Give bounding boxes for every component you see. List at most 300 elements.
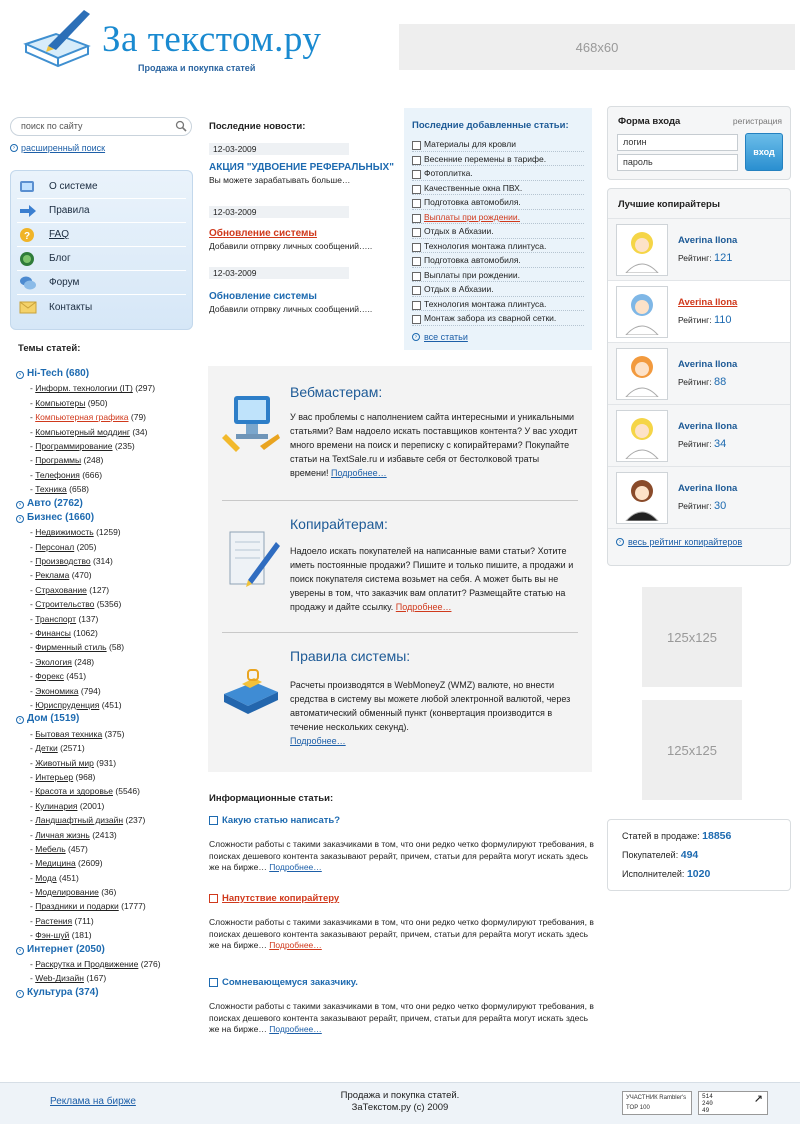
all-articles-link[interactable]: все статьи xyxy=(424,331,468,342)
news-headline[interactable]: АКЦИЯ "УДВОЕНИЕ РЕФЕРАЛЬНЫХ" xyxy=(209,162,394,173)
topic-label[interactable]: Кулинария xyxy=(35,800,78,811)
search-icon[interactable] xyxy=(175,120,188,133)
topic-count: (931) xyxy=(96,757,117,768)
topic-count: (451) xyxy=(58,872,79,883)
stat-label: Исполнителей: xyxy=(622,869,685,879)
more-link[interactable]: Подробнее… xyxy=(269,1024,322,1034)
article-icon xyxy=(209,894,218,903)
topic-count: (2609) xyxy=(78,858,103,869)
dash-icon: - xyxy=(30,757,36,768)
all-rating-link[interactable]: весь рейтинг копирайтеров xyxy=(628,537,743,547)
dash-icon: - xyxy=(30,527,36,538)
dash-icon: - xyxy=(30,469,36,480)
topic-label[interactable]: Строительство xyxy=(35,599,95,610)
article-text xyxy=(209,839,594,874)
dash-icon: - xyxy=(30,656,36,667)
dash-icon: - xyxy=(30,959,36,970)
topic-category[interactable] xyxy=(16,497,201,511)
topic-label[interactable]: Фэн-шуй xyxy=(35,930,70,941)
info-title: Вебмастерам: xyxy=(290,384,383,400)
info-body: Расчеты производятся в WebMoneyZ (WMZ) валюте, но внести средства в систему вы можете любой электронной валютой, через автоматический обменный пункт (конвертация производится в течение нескольких секунд). xyxy=(290,680,571,732)
topic-subcategory[interactable] xyxy=(16,770,201,784)
topic-label[interactable]: Web-Дизайн xyxy=(35,973,84,984)
article-body: Сложности работы с такими заказчиками в том, что они редко четко формулируют требования, в поисках дешевого контента заказывают рерайт, причем, статьи для рерайта могут искать здесь же на бирже… xyxy=(209,917,594,950)
arrow-icon: ↗ xyxy=(753,1090,763,1107)
topic-subcategory[interactable] xyxy=(16,885,201,899)
topic-label[interactable]: Моделирование xyxy=(35,887,99,898)
counter-value: 240 xyxy=(702,1100,713,1107)
topic-label[interactable]: Страхование xyxy=(35,584,87,595)
topic-label[interactable]: Реклама xyxy=(35,570,70,581)
topic-label[interactable]: Транспорт xyxy=(35,613,77,624)
dash-icon: - xyxy=(30,599,36,610)
last-article-item[interactable]: Весенние перемены в тарифе. xyxy=(412,152,584,167)
topic-subcategory[interactable] xyxy=(16,554,201,568)
topic-count: (36) xyxy=(101,887,117,898)
dash-icon: - xyxy=(30,685,36,696)
register-link[interactable]: регистрация xyxy=(732,116,782,126)
site-title: За текстом.ру xyxy=(102,19,322,60)
news-text: Вы можете зарабатывать больше… xyxy=(209,175,351,185)
news-date: 12-03-2009 xyxy=(209,143,349,155)
topic-label[interactable]: Детки xyxy=(35,743,58,754)
topic-subcategory[interactable] xyxy=(16,540,201,554)
footer-ad-link[interactable]: Реклама на бирже xyxy=(50,1096,136,1107)
topic-count: (167) xyxy=(86,973,107,984)
arrow-icon xyxy=(17,203,39,219)
topic-subcategory[interactable] xyxy=(16,899,201,913)
topic-label[interactable]: Фирменный стиль xyxy=(35,642,107,653)
copywriter-name[interactable]: Averina Ilona xyxy=(678,421,738,432)
topic-label[interactable]: Компьютеры xyxy=(35,397,86,408)
topic-label[interactable]: Экономика xyxy=(35,685,79,696)
topic-subcategory[interactable] xyxy=(16,453,201,467)
avatar[interactable] xyxy=(616,224,668,276)
info-title: Правила системы: xyxy=(290,648,411,664)
topic-arrow-icon: › xyxy=(16,716,24,724)
stat-value: 18856 xyxy=(702,830,732,842)
stat-label: Статей в продаже: xyxy=(622,831,700,841)
topic-subcategory[interactable] xyxy=(16,871,201,885)
topic-subcategory[interactable] xyxy=(16,842,201,856)
topic-label[interactable]: Программы xyxy=(35,455,82,466)
stat-row xyxy=(622,849,776,868)
topic-count: (457) xyxy=(68,843,88,854)
article-text xyxy=(209,1001,594,1036)
rating-value: 88 xyxy=(713,376,727,388)
topic-label[interactable]: Авто xyxy=(27,497,52,509)
dash-icon: - xyxy=(30,872,36,883)
last-articles-list xyxy=(404,137,592,326)
topic-count: (470) xyxy=(71,570,92,581)
dash-icon: - xyxy=(30,426,36,437)
topic-subcategory[interactable] xyxy=(16,799,201,813)
article-title[interactable]: Напутствие копирайтеру xyxy=(222,893,340,904)
paper-pen-icon xyxy=(220,524,282,594)
login-box xyxy=(607,106,791,180)
topic-count: (2413) xyxy=(92,829,117,840)
info-title: Копирайтерам: xyxy=(290,516,388,532)
last-article-item[interactable]: Выплаты при рождении. xyxy=(412,268,584,283)
topic-count: (680) xyxy=(65,368,90,379)
news-headline[interactable]: Обновление системы xyxy=(209,291,317,302)
all-rating[interactable] xyxy=(616,537,782,547)
copywriter-item[interactable] xyxy=(608,219,790,281)
avatar[interactable] xyxy=(616,286,668,338)
more-link[interactable]: Подробнее… xyxy=(395,602,452,612)
topic-subcategory[interactable] xyxy=(16,439,201,453)
topic-subcategory[interactable] xyxy=(16,727,201,741)
copywriter-item[interactable] xyxy=(608,281,790,343)
dash-icon: - xyxy=(30,815,36,826)
topic-label[interactable]: Дом xyxy=(27,713,48,725)
topic-subcategory[interactable] xyxy=(16,425,201,439)
copywriter-name[interactable]: Averina Ilona xyxy=(678,235,738,246)
last-articles-title: Последние добавленные статьи: xyxy=(412,120,569,131)
dash-icon: - xyxy=(30,858,36,869)
avatar[interactable] xyxy=(616,410,668,462)
topic-count: (248) xyxy=(83,455,104,466)
more-link[interactable]: Подробнее… xyxy=(269,862,322,872)
topic-label[interactable]: Животный мир xyxy=(35,757,94,768)
dash-icon: - xyxy=(30,397,36,408)
stat-label: Покупателей: xyxy=(622,850,679,860)
menu-item-blog[interactable] xyxy=(17,247,186,271)
topic-label[interactable]: Финансы xyxy=(35,628,71,639)
more-link[interactable]: Подробнее… xyxy=(331,468,387,478)
topic-subcategory[interactable] xyxy=(16,468,201,482)
rating-value: 30 xyxy=(713,500,727,512)
news-item xyxy=(209,267,394,314)
dash-icon: - xyxy=(30,887,36,898)
dash-icon: - xyxy=(30,728,36,739)
article-title[interactable]: Какую статью написать? xyxy=(222,815,341,826)
more-link[interactable]: Подробнее… xyxy=(290,736,346,746)
ad-banner-125[interactable]: 125x125 xyxy=(642,700,742,800)
copywriter-item[interactable] xyxy=(608,467,790,529)
dash-icon: - xyxy=(30,973,36,984)
last-article-item[interactable]: Качественные окна ПВХ. xyxy=(412,181,584,196)
topic-count: (1062) xyxy=(73,628,98,639)
topic-category[interactable] xyxy=(16,511,201,525)
news-text: Добавили отпрвку личных сообщений….. xyxy=(209,241,373,251)
avatar[interactable] xyxy=(616,348,668,400)
article-text xyxy=(209,917,594,952)
visit-counter[interactable] xyxy=(698,1091,768,1115)
last-article-item[interactable]: Выплаты при рождении. xyxy=(412,210,584,225)
news-item xyxy=(209,143,394,185)
copywriter-name[interactable]: Averina Ilona xyxy=(678,483,738,494)
topic-subcategory[interactable] xyxy=(16,626,201,640)
all-articles[interactable] xyxy=(412,332,584,342)
svg-text:?: ? xyxy=(24,230,31,242)
menu-label: Контакты xyxy=(49,301,93,313)
topic-category[interactable] xyxy=(16,367,201,381)
topic-label[interactable]: Недвижимость xyxy=(35,527,94,538)
menu-label: Блог xyxy=(49,253,71,264)
topic-subcategory[interactable] xyxy=(16,856,201,870)
topic-subcategory[interactable] xyxy=(16,655,201,669)
topic-count: (2001) xyxy=(79,800,105,811)
topic-subcategory[interactable] xyxy=(16,914,201,928)
dash-icon: - xyxy=(30,671,36,682)
menu-item-faq[interactable] xyxy=(17,223,186,247)
topic-count: (237) xyxy=(125,815,146,826)
topic-count: (451) xyxy=(66,671,87,682)
last-article-item[interactable]: Технология монтажа плинтуса. xyxy=(412,239,584,254)
topic-label[interactable]: Ландшафтный дизайн xyxy=(35,815,124,826)
login-button[interactable]: вход xyxy=(745,133,783,171)
topic-count: (794) xyxy=(80,685,101,696)
topic-subcategory[interactable] xyxy=(16,583,201,597)
article-icon xyxy=(209,978,218,987)
topic-label[interactable]: Компьютерная графика xyxy=(35,412,129,423)
topic-label[interactable]: Растения xyxy=(35,915,73,926)
topic-count: (314) xyxy=(93,556,113,567)
rating-label: Рейтинг: xyxy=(678,315,712,325)
dash-icon: - xyxy=(30,800,36,811)
info-articles-title: Информационные статьи: xyxy=(209,793,334,804)
topic-label[interactable]: Программирование xyxy=(35,440,113,451)
top-banner[interactable]: 468x60 xyxy=(399,24,795,70)
topic-arrow-icon: › xyxy=(16,371,24,379)
last-article-item[interactable]: Монтаж забора из сварной сетки. xyxy=(412,311,584,326)
ad-banner-125[interactable]: 125x125 xyxy=(642,587,742,687)
dash-icon: - xyxy=(30,383,36,394)
topic-count: (248) xyxy=(74,656,95,667)
divider xyxy=(222,632,578,633)
last-article-item[interactable]: Подготовка автомобиля. xyxy=(412,195,584,210)
topic-subcategory[interactable] xyxy=(16,597,201,611)
stat-row xyxy=(622,830,776,849)
topic-count: (79) xyxy=(130,412,147,423)
news-title: Последние новости: xyxy=(209,121,306,132)
rambler-counter[interactable]: УЧАСТНИК Rambler's TOP 100 xyxy=(622,1091,692,1115)
copywriter-name[interactable]: Averina Ilona xyxy=(678,297,738,308)
topic-count: (127) xyxy=(89,584,110,595)
topic-label[interactable]: Персонал xyxy=(35,541,75,552)
advanced-search[interactable] xyxy=(10,143,105,153)
footer-copyright xyxy=(300,1090,500,1114)
arrow-icon: › xyxy=(616,538,624,546)
copywriters-list xyxy=(608,219,790,529)
topic-count: (5356) xyxy=(96,599,122,610)
article-body: Сложности работы с такими заказчиками в том, что они редко четко формулируют требования, в поисках дешевого контента заказывают рерайт, причем, статьи для рерайта могут искать здесь же на бирже… xyxy=(209,1001,594,1034)
topic-category[interactable] xyxy=(16,712,201,726)
menu-label[interactable]: FAQ xyxy=(49,229,70,240)
dash-icon: - xyxy=(30,771,36,782)
dash-icon: - xyxy=(30,570,36,581)
info-text xyxy=(290,410,580,480)
last-article-item[interactable]: Отдых в Абхазии. xyxy=(412,224,584,239)
topic-subcategory[interactable] xyxy=(16,525,201,539)
main-menu xyxy=(10,170,193,330)
dash-icon: - xyxy=(30,440,36,451)
topic-subcategory[interactable] xyxy=(16,813,201,827)
more-link[interactable]: Подробнее… xyxy=(269,940,322,950)
advanced-search-link[interactable]: расширенный поиск xyxy=(21,143,106,153)
last-article-item[interactable]: Технология монтажа плинтуса. xyxy=(412,297,584,312)
info-body: Надоело искать покупателей на написанные вами статьи? Хотите иметь постоянные продажи? Пишите и только пишите, а продажи и поиск покупателя система возьмет на себя. А может быть вы не уверены в том, что заказчик вам оплатит? Размещайте статью на продажу и дайте ссылку. xyxy=(290,546,574,612)
topic-count: (711) xyxy=(74,915,94,926)
topic-label[interactable]: Форекс xyxy=(35,671,64,682)
rating-label: Рейтинг: xyxy=(678,377,712,387)
book-pen-icon xyxy=(18,6,98,76)
topic-arrow-icon: › xyxy=(16,515,24,523)
menu-item-about[interactable] xyxy=(17,175,186,199)
rating-label: Рейтинг: xyxy=(678,501,712,511)
dash-icon: - xyxy=(30,901,36,912)
stats-list xyxy=(608,820,790,897)
topic-subcategory[interactable] xyxy=(16,396,201,410)
copywriter-item[interactable] xyxy=(608,405,790,467)
blog-icon xyxy=(17,251,39,267)
topic-subcategory[interactable] xyxy=(16,410,201,424)
stat-value: 1020 xyxy=(686,868,711,880)
topic-count: (950) xyxy=(87,397,108,408)
topic-subcategory[interactable] xyxy=(16,698,201,712)
top-copywriters-box xyxy=(607,188,791,566)
info-icon xyxy=(17,179,39,195)
topic-count: (374) xyxy=(75,986,99,998)
menu-label: Правила xyxy=(49,205,90,216)
footer-line: ЗаТекстом.ру (с) 2009 xyxy=(351,1102,449,1113)
topic-label[interactable]: Экология xyxy=(35,656,72,667)
stat-row xyxy=(622,868,776,887)
dash-icon: - xyxy=(30,915,36,926)
dash-icon: - xyxy=(30,699,36,710)
topic-subcategory[interactable] xyxy=(16,828,201,842)
search-input[interactable]: поиск по сайту xyxy=(10,117,192,136)
login-input[interactable]: логин xyxy=(617,134,738,151)
menu-item-contacts[interactable] xyxy=(17,295,186,319)
topic-label[interactable]: Телефония xyxy=(35,469,80,480)
topic-arrow-icon: › xyxy=(16,947,24,955)
topic-label[interactable]: Информ. технологии (IT) xyxy=(35,383,133,394)
article-title[interactable]: Сомневающемуся заказчику. xyxy=(222,977,358,988)
topic-label[interactable]: Культура xyxy=(27,986,73,998)
dash-icon: - xyxy=(30,743,36,754)
topic-count: (235) xyxy=(114,440,135,451)
topic-subcategory[interactable] xyxy=(16,684,201,698)
topic-label[interactable]: Личная жизнь xyxy=(35,829,90,840)
topic-count: (137) xyxy=(78,613,99,624)
article-body: Сложности работы с такими заказчиками в том, что они редко четко формулируют требования, в поисках дешевого контента заказывают рерайт, причем, статьи для рерайта могут искать здесь же на бирже… xyxy=(209,839,594,872)
dash-icon: - xyxy=(30,642,36,653)
topic-subcategory[interactable] xyxy=(16,971,201,985)
last-article-item[interactable]: Материалы для кровли xyxy=(412,137,584,152)
topic-label[interactable]: Юриспруденция xyxy=(35,699,100,710)
last-article-item[interactable]: Отдых в Абхазии. xyxy=(412,282,584,297)
password-input[interactable]: пароль xyxy=(617,154,738,171)
menu-label: Форум xyxy=(49,277,80,288)
topics-title: Темы статей: xyxy=(18,343,81,354)
topic-count: (1777) xyxy=(121,901,146,912)
news-text: Добавили отпрвку личных сообщений….. xyxy=(209,304,373,314)
topic-label[interactable]: Бизнес xyxy=(27,511,63,523)
topic-label[interactable]: Медицина xyxy=(35,858,76,869)
topic-label[interactable]: Техника xyxy=(35,484,67,495)
news-headline[interactable]: Обновление системы xyxy=(209,228,317,239)
dash-icon: - xyxy=(30,613,36,624)
counter-value: 49 xyxy=(702,1107,710,1114)
copywriter-name[interactable]: Averina Ilona xyxy=(678,359,738,370)
topic-subcategory[interactable] xyxy=(16,957,201,971)
topic-label[interactable]: Красота и здоровье xyxy=(35,786,114,797)
topic-label[interactable]: Праздники и подарки xyxy=(35,901,119,912)
topic-subcategory[interactable] xyxy=(16,482,201,496)
dash-icon: - xyxy=(30,786,36,797)
topic-subcategory[interactable] xyxy=(16,756,201,770)
topic-label[interactable]: Интерьер xyxy=(35,771,74,782)
topic-label[interactable]: Интернет xyxy=(27,943,74,955)
last-article-item[interactable]: Подготовка автомобиля. xyxy=(412,253,584,268)
topic-category[interactable] xyxy=(16,943,201,957)
rating-value: 34 xyxy=(713,438,727,450)
topic-subcategory[interactable] xyxy=(16,669,201,683)
topic-label[interactable]: Бытовая техника xyxy=(35,728,103,739)
topic-category[interactable] xyxy=(16,986,201,1000)
dash-icon: - xyxy=(30,930,36,941)
avatar[interactable] xyxy=(616,472,668,524)
topic-label[interactable]: Раскрутка и Продвижение xyxy=(35,959,139,970)
topic-count: (2050) xyxy=(75,943,105,955)
topic-subcategory[interactable] xyxy=(16,568,201,582)
dash-icon: - xyxy=(30,628,36,639)
topic-count: (205) xyxy=(76,541,97,552)
topic-subcategory[interactable] xyxy=(16,784,201,798)
topic-count: (968) xyxy=(75,771,96,782)
site-logo[interactable] xyxy=(18,6,388,76)
topics-list xyxy=(16,367,201,1000)
topic-label[interactable]: Производство xyxy=(35,556,91,567)
topic-count: (1259) xyxy=(96,527,121,538)
footer xyxy=(0,1082,800,1124)
topic-count: (58) xyxy=(108,642,125,653)
topic-subcategory[interactable] xyxy=(16,741,201,755)
topic-label[interactable]: Hi-Tech xyxy=(27,368,63,379)
topic-arrow-icon: › xyxy=(16,990,24,998)
last-article-item[interactable]: Фотоплитка. xyxy=(412,166,584,181)
topic-count: (451) xyxy=(101,699,122,710)
computer-tools-icon xyxy=(220,390,282,460)
arrow-icon: › xyxy=(10,144,18,152)
dash-icon: - xyxy=(30,843,36,854)
menu-item-forum[interactable] xyxy=(17,271,186,295)
menu-item-rules[interactable] xyxy=(17,199,186,223)
topic-subcategory[interactable] xyxy=(16,612,201,626)
topic-label[interactable]: Мебель xyxy=(35,843,66,854)
book-lock-icon xyxy=(220,664,282,724)
article-icon xyxy=(209,816,218,825)
rating-label: Рейтинг: xyxy=(678,439,712,449)
copywriter-item[interactable] xyxy=(608,343,790,405)
topic-label[interactable]: Мода xyxy=(35,872,57,883)
topic-subcategory[interactable] xyxy=(16,928,201,942)
rating-value: 121 xyxy=(713,252,733,264)
forum-icon xyxy=(17,275,39,291)
stat-value: 494 xyxy=(680,849,699,861)
info-article xyxy=(209,815,594,874)
topic-label[interactable]: Компьютерный моддинг xyxy=(35,426,130,437)
info-text xyxy=(290,678,580,748)
topic-count: (375) xyxy=(104,728,125,739)
topic-subcategory[interactable] xyxy=(16,640,201,654)
topic-subcategory[interactable] xyxy=(16,381,201,395)
dash-icon: - xyxy=(30,556,36,567)
copywriters-title: Лучшие копирайтеры xyxy=(608,189,790,219)
dash-icon: - xyxy=(30,541,36,552)
